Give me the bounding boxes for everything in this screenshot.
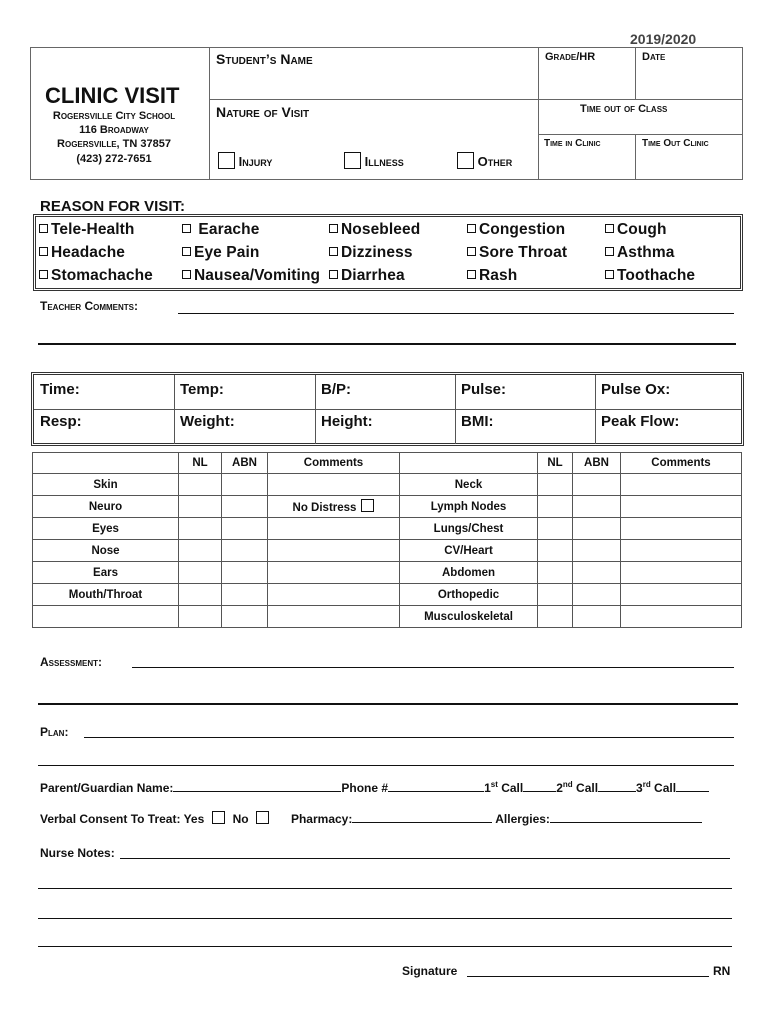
exam-system-right: Abdomen [400, 562, 538, 584]
consent-row [40, 811, 702, 826]
exam-nl-cell[interactable] [538, 606, 573, 628]
reason-option[interactable] [605, 221, 667, 239]
consent-no-label: No [232, 812, 249, 826]
reason-checkbox[interactable] [467, 224, 476, 233]
consent-yes-checkbox[interactable] [212, 811, 225, 824]
exam-system-left: Nose [33, 540, 179, 562]
exam-header-blank [33, 453, 179, 474]
exam-nl-cell[interactable] [179, 606, 222, 628]
vital-label: BMI: [461, 413, 494, 430]
reason-option[interactable] [467, 267, 517, 285]
exam-header-nl: NL [538, 453, 573, 474]
exam-comments-cell[interactable] [268, 584, 400, 606]
reason-checkbox[interactable] [467, 247, 476, 256]
reason-checkbox[interactable] [605, 247, 614, 256]
reason-checkbox[interactable] [467, 270, 476, 279]
school-phone: (423) 272-7651 [76, 153, 152, 165]
exam-nl-cell[interactable] [538, 584, 573, 606]
parent-guardian-label: Parent/Guardian Name: [40, 781, 174, 795]
exam-nl-cell[interactable] [538, 518, 573, 540]
exam-header-abn: ABN [222, 453, 268, 474]
exam-abn-cell[interactable] [222, 540, 268, 562]
reason-checkbox[interactable] [329, 224, 338, 233]
exam-system-left: Mouth/Throat [33, 584, 179, 606]
illness-option[interactable] [344, 152, 404, 169]
table-row [33, 518, 742, 540]
exam-comments-cell[interactable] [621, 496, 742, 518]
reason-option[interactable] [605, 267, 695, 285]
school-name: Rogersville City School [52, 110, 176, 122]
exam-system-left: Neuro [33, 496, 179, 518]
plan-line-1[interactable] [84, 737, 734, 738]
no-distress-checkbox[interactable] [361, 499, 374, 512]
reason-label: Cough [617, 221, 667, 238]
exam-header-comments: Comments [268, 453, 400, 474]
other-option[interactable] [457, 152, 512, 169]
reason-checkbox[interactable] [605, 224, 614, 233]
reason-checkbox[interactable] [39, 224, 48, 233]
exam-header-abn: ABN [573, 453, 621, 474]
vital-label: Pulse Ox: [601, 381, 671, 398]
no-distress-label: No Distress [292, 502, 357, 514]
illness-label: Illness [364, 154, 404, 169]
reason-option[interactable] [182, 221, 259, 239]
reason-label: Asthma [617, 244, 675, 261]
exam-nl-cell[interactable] [179, 474, 222, 496]
exam-comments-cell[interactable] [268, 562, 400, 584]
time-out-of-class-label: Time out of Class [580, 103, 668, 115]
allergies-field[interactable] [550, 812, 702, 823]
form-title: CLINIC VISIT [45, 83, 180, 108]
time-out-clinic-label: Time Out Clinic [642, 138, 709, 149]
exam-nl-cell[interactable] [179, 540, 222, 562]
second-call-field[interactable] [598, 781, 636, 792]
reason-checkbox[interactable] [329, 247, 338, 256]
reason-title: REASON FOR VISIT: [40, 198, 186, 215]
phone-label: Phone # [341, 781, 389, 795]
vital-label: Height: [321, 413, 373, 430]
exam-table [32, 452, 742, 628]
reason-label: Congestion [479, 221, 566, 238]
exam-comments-cell[interactable] [621, 540, 742, 562]
nature-of-visit-label: Nature of Visit [216, 104, 310, 120]
reason-option[interactable] [467, 244, 567, 262]
exam-abn-cell[interactable] [573, 496, 621, 518]
nurse-notes-line-3[interactable] [38, 918, 732, 919]
phone-field[interactable] [388, 781, 484, 792]
exam-abn-cell[interactable] [222, 518, 268, 540]
signature-label: Signature [402, 964, 458, 978]
vital-label: Weight: [180, 413, 235, 430]
exam-comments-cell[interactable] [268, 540, 400, 562]
reason-label: Tele-Health [51, 221, 135, 238]
reason-option[interactable] [39, 267, 153, 285]
nurse-notes-label: Nurse Notes: [40, 846, 115, 860]
plan-line-2[interactable] [38, 765, 734, 766]
third-call-field[interactable] [676, 781, 709, 792]
nurse-notes-line-4[interactable] [38, 946, 732, 947]
first-call-label: 1st Call [484, 780, 524, 795]
reason-checkbox[interactable] [182, 224, 191, 233]
date-label: Date [642, 51, 666, 63]
illness-checkbox[interactable] [344, 152, 361, 169]
exam-nl-cell[interactable] [538, 562, 573, 584]
grade-label: Grade/HR [545, 51, 596, 63]
teacher-comments-label: Teacher Comments: [40, 299, 138, 313]
exam-abn-cell[interactable] [573, 518, 621, 540]
exam-system-right: Lungs/Chest [400, 518, 538, 540]
assessment-line-1[interactable] [132, 667, 734, 668]
reason-checkbox[interactable] [182, 270, 191, 279]
exam-nl-cell[interactable] [179, 518, 222, 540]
other-label: Other [477, 154, 513, 169]
exam-system-left: Eyes [33, 518, 179, 540]
exam-nl-cell[interactable] [538, 540, 573, 562]
header-table [30, 47, 743, 180]
injury-option[interactable] [218, 152, 272, 169]
school-city: Rogersville, TN 37857 [57, 138, 171, 150]
reason-option[interactable] [329, 244, 413, 262]
exam-abn-cell[interactable] [222, 606, 268, 628]
reason-label: Toothache [617, 267, 696, 284]
teacher-comments-line-2[interactable] [38, 343, 736, 345]
reason-label: Headache [51, 244, 126, 261]
exam-nl-cell[interactable] [179, 562, 222, 584]
exam-abn-cell[interactable] [222, 496, 268, 518]
reason-option[interactable] [39, 244, 125, 262]
verbal-consent-label: Verbal Consent To Treat: Yes [40, 812, 205, 826]
table-row [33, 496, 742, 518]
teacher-comments-line-1[interactable] [178, 313, 734, 314]
reason-label: Rash [479, 267, 518, 284]
plan-label: Plan: [40, 725, 69, 739]
reason-checkbox[interactable] [605, 270, 614, 279]
nurse-notes-line-1[interactable] [120, 858, 730, 859]
parent-row [40, 780, 709, 795]
exam-abn-cell[interactable] [573, 606, 621, 628]
reason-option[interactable] [467, 221, 565, 239]
reason-options [33, 214, 743, 291]
exam-nl-cell[interactable] [538, 474, 573, 496]
exam-system-right: Musculoskeletal [400, 606, 538, 628]
exam-comments-cell[interactable] [268, 518, 400, 540]
injury-label: Injury [238, 154, 273, 169]
exam-abn-cell[interactable] [573, 562, 621, 584]
reason-option[interactable] [329, 221, 420, 239]
exam-abn-cell[interactable] [573, 584, 621, 606]
table-row [33, 474, 742, 496]
exam-nl-cell[interactable] [179, 584, 222, 606]
third-call-label: 3rd Call [636, 780, 677, 795]
vitals-box [31, 372, 744, 446]
reason-checkbox[interactable] [182, 247, 191, 256]
reason-label: Nausea/Vomiting [194, 267, 321, 284]
reason-label: Sore Throat [479, 244, 568, 261]
assessment-line-2[interactable] [38, 703, 738, 705]
reason-option[interactable] [605, 244, 674, 262]
reason-checkbox[interactable] [39, 247, 48, 256]
first-call-field[interactable] [523, 781, 556, 792]
table-row [33, 540, 742, 562]
exam-comments-cell[interactable] [268, 606, 400, 628]
reason-label: Stomachache [51, 267, 153, 284]
exam-abn-cell[interactable] [573, 474, 621, 496]
student-name-label: Student’s Name [216, 51, 313, 67]
exam-comments-cell[interactable] [268, 474, 400, 496]
exam-header-row [33, 453, 742, 474]
vital-label: Time: [40, 381, 80, 398]
other-checkbox[interactable] [457, 152, 474, 169]
reason-label: Dizziness [341, 244, 413, 261]
rn-label: RN [713, 964, 731, 978]
exam-system-left: Ears [33, 562, 179, 584]
school-year: 2019/2020 [630, 31, 697, 47]
reason-option[interactable] [182, 267, 320, 285]
reason-label: Eye Pain [194, 244, 260, 261]
pharmacy-label: Pharmacy: [290, 812, 353, 826]
pharmacy-field[interactable] [352, 812, 492, 823]
exam-comments-cell[interactable] [621, 584, 742, 606]
table-row [33, 606, 742, 628]
exam-system-right: CV/Heart [400, 540, 538, 562]
vital-label: Peak Flow: [601, 413, 680, 430]
consent-no-checkbox[interactable] [256, 811, 269, 824]
exam-header-nl: NL [179, 453, 222, 474]
exam-comments-cell[interactable] [621, 606, 742, 628]
reason-label: Earache [194, 221, 260, 238]
second-call-label: 2nd Call [556, 780, 599, 795]
reason-label: Nosebleed [341, 221, 421, 238]
reason-checkbox[interactable] [329, 270, 338, 279]
exam-abn-cell[interactable] [573, 540, 621, 562]
vital-label: B/P: [321, 381, 351, 398]
assessment-label: Assessment: [40, 655, 103, 669]
parent-guardian-field[interactable] [173, 781, 341, 792]
exam-header-blank [400, 453, 538, 474]
vital-label: Resp: [40, 413, 82, 430]
exam-nl-cell[interactable] [179, 496, 222, 518]
exam-comments-cell[interactable] [268, 496, 400, 518]
school-address: 116 Broadway [79, 124, 149, 136]
exam-comments-cell[interactable] [621, 474, 742, 496]
exam-header-comments: Comments [621, 453, 742, 474]
signature-line[interactable] [467, 976, 709, 977]
vital-label: Pulse: [461, 381, 507, 398]
exam-system-right: Orthopedic [400, 584, 538, 606]
table-row [33, 562, 742, 584]
exam-nl-cell[interactable] [538, 496, 573, 518]
table-row [33, 584, 742, 606]
reason-checkbox[interactable] [39, 270, 48, 279]
exam-comments-cell[interactable] [621, 518, 742, 540]
reason-option[interactable] [39, 221, 135, 239]
exam-system-right: Lymph Nodes [400, 496, 538, 518]
time-in-clinic-label: Time in Clinic [544, 138, 601, 149]
exam-comments-cell[interactable] [621, 562, 742, 584]
injury-checkbox[interactable] [218, 152, 235, 169]
exam-system-left: Skin [33, 474, 179, 496]
exam-system-right: Neck [400, 474, 538, 496]
exam-abn-cell[interactable] [222, 562, 268, 584]
nurse-notes-line-2[interactable] [38, 888, 732, 889]
exam-abn-cell[interactable] [222, 474, 268, 496]
allergies-label: Allergies: [495, 812, 550, 826]
reason-option[interactable] [329, 267, 405, 285]
vital-label: Temp: [180, 381, 224, 398]
reason-option[interactable] [182, 244, 259, 262]
exam-abn-cell[interactable] [222, 584, 268, 606]
exam-system-left [33, 606, 179, 628]
reason-label: Diarrhea [341, 267, 405, 284]
